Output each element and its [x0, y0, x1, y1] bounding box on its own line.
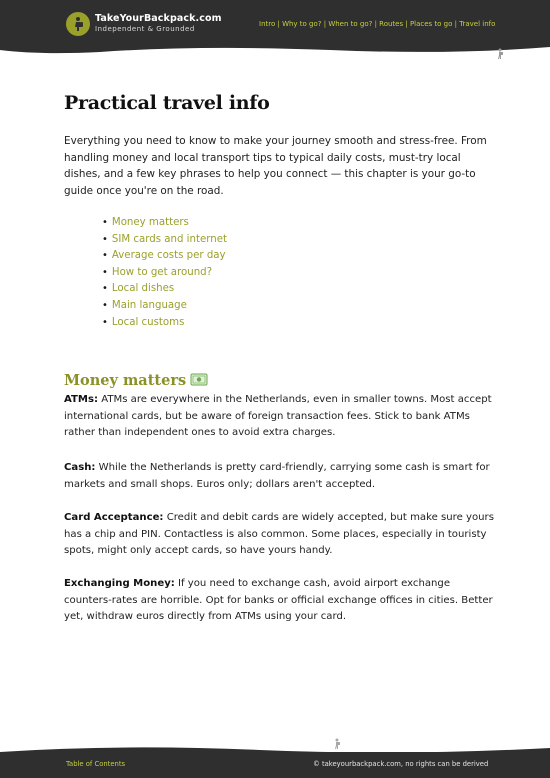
paragraph-exchanging-money: [64, 576, 496, 626]
toc-link-average-costs[interactable]: Average costs per day: [111, 250, 226, 262]
toc-link-get-around[interactable]: How to get around?: [111, 266, 213, 278]
nav-when-to-go[interactable]: When to go?: [328, 20, 373, 28]
section-title-money-matters: [64, 372, 208, 389]
nav-separator: |: [403, 20, 410, 28]
page-title: Practical travel info: [64, 92, 270, 114]
brand-name[interactable]: TakeYourBackpack.com: [95, 13, 222, 24]
top-navigation: [259, 20, 495, 28]
paragraph-atms: [64, 392, 496, 442]
nav-travel-info[interactable]: Travel info: [459, 20, 496, 28]
list-item[interactable]: [102, 298, 227, 315]
nav-routes[interactable]: Routes: [379, 20, 404, 28]
bullet: •: [102, 233, 108, 245]
list-item[interactable]: [102, 315, 227, 332]
paragraph-cash: [64, 460, 496, 493]
header-wave-divider: [0, 44, 550, 56]
bullet: •: [102, 250, 108, 262]
backpack-logo-icon[interactable]: [66, 12, 90, 36]
term-cash: Cash:: [64, 462, 96, 473]
page-header: [0, 0, 550, 47]
money-bill-icon: [190, 373, 208, 386]
chapter-contents-list: [102, 215, 227, 331]
toc-link-money-matters[interactable]: Money matters: [111, 217, 189, 228]
list-item[interactable]: [102, 265, 227, 282]
nav-separator: |: [275, 20, 283, 28]
text-atms: ATMs are everywhere in the Netherlands, even in smaller towns. Most accept international cards, but be aware of foreign transaction fees. Stick to bank ATMs rather than independent ones to avoid extra charges.: [64, 394, 492, 439]
list-item[interactable]: [102, 215, 227, 232]
table-of-contents-link[interactable]: Table of Contents: [66, 760, 126, 768]
nav-intro[interactable]: Intro: [259, 20, 276, 28]
bullet: •: [102, 217, 108, 228]
toc-link-local-dishes[interactable]: Local dishes: [111, 283, 175, 295]
intro-paragraph: Everything you need to know to make your journey smooth and stress-free. From handling money and local transport tips to typical daily costs, must-try local dishes, and a few key phrases to help you connect — this chapter is your go-to guide once you're on the road.: [64, 135, 487, 198]
nav-places-to-go[interactable]: Places to go: [409, 20, 453, 28]
list-item[interactable]: [102, 281, 227, 298]
copyright-notice: © takeyourbackpack.com, no rights can be derived: [313, 760, 489, 768]
paragraph-card-acceptance: [64, 510, 496, 560]
toc-link-sim-cards[interactable]: SIM cards and internet: [111, 233, 227, 245]
bullet: •: [102, 299, 108, 311]
text-card-acceptance: Credit and debit cards are widely accepted, but make sure yours has a chip and PIN. Contactless is also common. Some places, especially in touristy spots, might only accept cards, so have yours handy.: [64, 512, 494, 557]
term-card-acceptance: Card Acceptance:: [64, 512, 164, 523]
list-item[interactable]: [102, 232, 227, 249]
text-cash: While the Netherlands is pretty card-friendly, carrying some cash is smart for markets and small shops. Euros only; dollars aren't accepted.: [64, 462, 490, 490]
toc-link-main-language[interactable]: Main language: [111, 299, 187, 311]
nav-separator: |: [321, 20, 329, 28]
bullet: •: [102, 283, 108, 295]
hiker-icon: [495, 48, 505, 60]
term-atms: ATMs:: [64, 394, 99, 405]
text-exchanging-money: If you need to exchange cash, avoid airport exchange counters-rates are horrible. Opt for banks or official exchange offices in cities. Better yet, withdraw euros directly from ATMs using your card.: [64, 578, 493, 623]
term-exchanging-money: Exchanging Money:: [64, 578, 175, 589]
nav-separator: |: [452, 20, 460, 28]
bullet: •: [102, 316, 108, 328]
brand-tagline: Independent & Grounded: [95, 25, 195, 33]
toc-link-local-customs[interactable]: Local customs: [111, 316, 185, 328]
list-item[interactable]: [102, 248, 227, 265]
bullet: •: [102, 266, 108, 278]
section-title-text: Money matters: [64, 372, 187, 389]
nav-separator: |: [372, 20, 380, 28]
nav-why-to-go[interactable]: Why to go?: [282, 20, 322, 28]
